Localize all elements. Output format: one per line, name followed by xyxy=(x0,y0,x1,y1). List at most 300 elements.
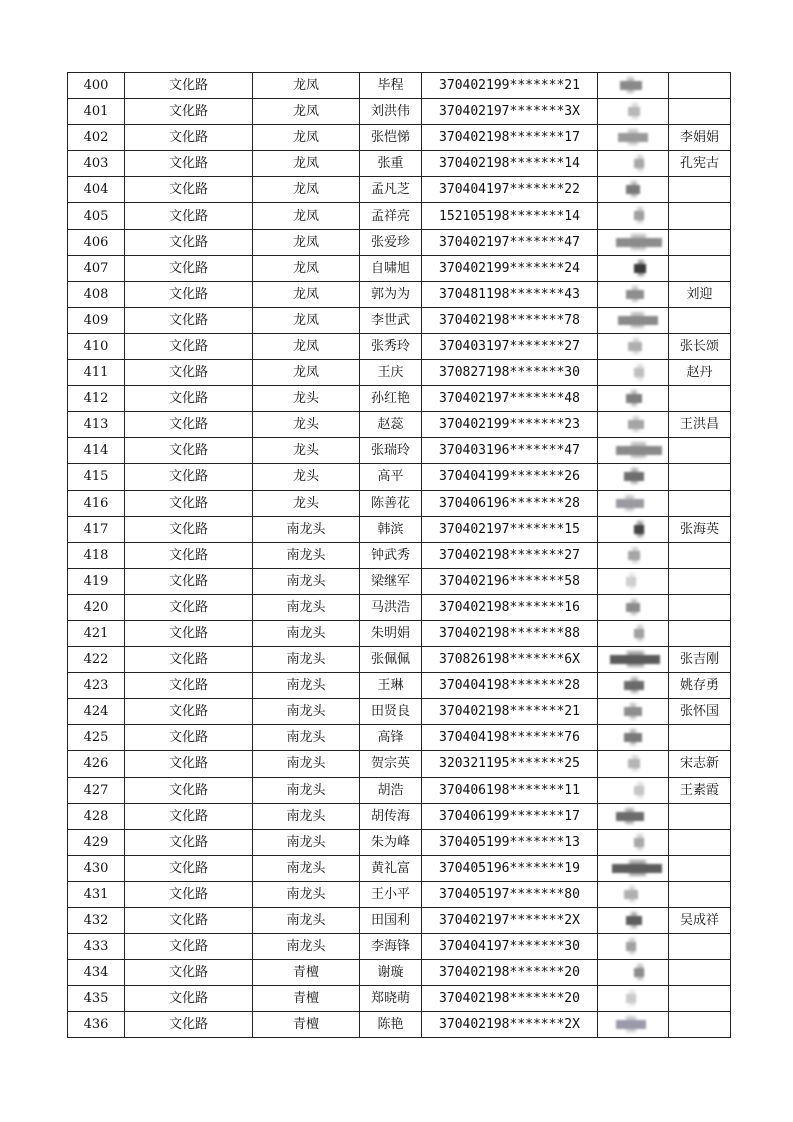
road-cell: 文化路 xyxy=(125,620,253,646)
name-cell: 李世武 xyxy=(360,307,422,333)
table-row xyxy=(68,594,731,620)
pixelated-redaction xyxy=(598,282,668,307)
row-number: 421 xyxy=(68,620,125,646)
redaction-block xyxy=(631,599,637,615)
name-cell: 李海锋 xyxy=(360,934,422,960)
row-number: 401 xyxy=(68,99,125,125)
row-number: 432 xyxy=(68,908,125,934)
table-row xyxy=(68,412,731,438)
community-cell: 龙头 xyxy=(253,464,360,490)
table-row xyxy=(68,777,731,803)
road-cell: 文化路 xyxy=(125,99,253,125)
table-row xyxy=(68,829,731,855)
table-row xyxy=(68,855,731,881)
name-cell: 陈艳 xyxy=(360,1012,422,1038)
row-number: 402 xyxy=(68,125,125,151)
table-row xyxy=(68,568,731,594)
community-cell: 龙头 xyxy=(253,490,360,516)
redaction-block xyxy=(637,964,643,980)
pixelated-redaction xyxy=(598,934,668,959)
community-cell: 青檀 xyxy=(253,960,360,986)
redaction-block xyxy=(632,286,638,302)
name-cell: 郑晓萌 xyxy=(360,986,422,1012)
id-number-cell: 370403197*******27 xyxy=(422,333,598,359)
id-number-cell: 370405199*******13 xyxy=(422,829,598,855)
redacted-cell xyxy=(598,699,669,725)
agent-cell xyxy=(669,490,731,516)
redaction-block xyxy=(638,260,644,276)
id-number-cell: 370402198*******27 xyxy=(422,542,598,568)
road-cell: 文化路 xyxy=(125,647,253,673)
agent-cell xyxy=(669,803,731,829)
agent-cell xyxy=(669,725,731,751)
id-number-cell: 370403196*******47 xyxy=(422,438,598,464)
id-number-cell: 370402198*******14 xyxy=(422,151,598,177)
road-cell: 文化路 xyxy=(125,412,253,438)
redacted-cell xyxy=(598,647,669,673)
redaction-block xyxy=(629,860,646,876)
redacted-cell xyxy=(598,1012,669,1038)
row-number: 436 xyxy=(68,1012,125,1038)
name-cell: 张佩佩 xyxy=(360,647,422,673)
table-row xyxy=(68,386,731,412)
id-number-cell: 370402198*******17 xyxy=(422,125,598,151)
id-number-cell: 370406196*******28 xyxy=(422,490,598,516)
redaction-block xyxy=(626,1016,636,1032)
agent-cell xyxy=(669,255,731,281)
pixelated-redaction xyxy=(598,986,668,1011)
name-cell: 赵蕊 xyxy=(360,412,422,438)
agent-cell: 刘迎 xyxy=(669,281,731,307)
pixelated-redaction xyxy=(598,491,668,516)
pixelated-redaction xyxy=(598,621,668,646)
pixelated-redaction xyxy=(598,125,668,150)
row-number: 420 xyxy=(68,594,125,620)
redacted-cell xyxy=(598,568,669,594)
road-cell: 文化路 xyxy=(125,881,253,907)
redaction-block xyxy=(633,338,639,354)
community-cell: 龙凤 xyxy=(253,307,360,333)
redacted-cell xyxy=(598,151,669,177)
community-cell: 龙凤 xyxy=(253,229,360,255)
row-number: 433 xyxy=(68,934,125,960)
row-number: 406 xyxy=(68,229,125,255)
community-cell: 龙凤 xyxy=(253,125,360,151)
redacted-cell xyxy=(598,360,669,386)
pixelated-redaction xyxy=(598,595,668,620)
pixelated-redaction xyxy=(598,882,668,907)
id-number-cell: 370402198*******78 xyxy=(422,307,598,333)
redacted-cell xyxy=(598,73,669,99)
redaction-block xyxy=(637,521,643,537)
name-cell: 高锋 xyxy=(360,725,422,751)
table-row xyxy=(68,620,731,646)
name-cell: 陈善花 xyxy=(360,490,422,516)
row-number: 422 xyxy=(68,647,125,673)
community-cell: 青檀 xyxy=(253,1012,360,1038)
row-number: 417 xyxy=(68,516,125,542)
table-row xyxy=(68,281,731,307)
pixelated-redaction xyxy=(598,699,668,724)
agent-cell xyxy=(669,1012,731,1038)
redaction-block xyxy=(629,938,635,954)
pixelated-redaction xyxy=(598,73,668,98)
redacted-cell xyxy=(598,255,669,281)
row-number: 411 xyxy=(68,360,125,386)
table-row xyxy=(68,934,731,960)
agent-cell xyxy=(669,438,731,464)
community-cell: 南龙头 xyxy=(253,620,360,646)
pixelated-redaction xyxy=(598,647,668,672)
agent-cell: 李娟娟 xyxy=(669,125,731,151)
id-number-cell: 370402197*******3X xyxy=(422,99,598,125)
road-cell: 文化路 xyxy=(125,151,253,177)
name-cell: 王庆 xyxy=(360,360,422,386)
redacted-cell xyxy=(598,986,669,1012)
pixelated-redaction xyxy=(598,464,668,489)
agent-cell: 张长颂 xyxy=(669,333,731,359)
name-cell: 高平 xyxy=(360,464,422,490)
community-cell: 龙凤 xyxy=(253,281,360,307)
redaction-block xyxy=(627,77,634,93)
pixelated-redaction xyxy=(598,778,668,803)
redacted-cell xyxy=(598,725,669,751)
row-number: 409 xyxy=(68,307,125,333)
agent-cell: 王洪昌 xyxy=(669,412,731,438)
table-row xyxy=(68,333,731,359)
road-cell: 文化路 xyxy=(125,829,253,855)
row-number: 413 xyxy=(68,412,125,438)
pixelated-redaction xyxy=(598,386,668,411)
agent-cell: 赵丹 xyxy=(669,360,731,386)
agent-cell xyxy=(669,568,731,594)
redacted-cell xyxy=(598,516,669,542)
id-number-cell: 370481198*******43 xyxy=(422,281,598,307)
redaction-block xyxy=(631,442,646,458)
table-row xyxy=(68,360,731,386)
row-number: 425 xyxy=(68,725,125,751)
row-number: 415 xyxy=(68,464,125,490)
agent-cell xyxy=(669,203,731,229)
name-cell: 胡浩 xyxy=(360,777,422,803)
id-number-cell: 370402199*******23 xyxy=(422,412,598,438)
agent-cell xyxy=(669,99,731,125)
row-number: 412 xyxy=(68,386,125,412)
pixelated-redaction xyxy=(598,177,668,202)
redaction-block xyxy=(628,129,638,145)
table-row xyxy=(68,699,731,725)
table-row xyxy=(68,960,731,986)
redaction-block xyxy=(637,207,643,223)
name-cell: 孟祥亮 xyxy=(360,203,422,229)
table-row xyxy=(68,229,731,255)
community-cell: 南龙头 xyxy=(253,751,360,777)
row-number: 408 xyxy=(68,281,125,307)
id-number-cell: 370402197*******47 xyxy=(422,229,598,255)
row-number: 428 xyxy=(68,803,125,829)
pixelated-redaction xyxy=(598,856,668,881)
row-number: 400 xyxy=(68,73,125,99)
community-cell: 龙凤 xyxy=(253,333,360,359)
table-row xyxy=(68,464,731,490)
redacted-cell xyxy=(598,881,669,907)
pixelated-redaction xyxy=(598,151,668,176)
agent-cell xyxy=(669,620,731,646)
redacted-cell xyxy=(598,934,669,960)
agent-cell: 张吉刚 xyxy=(669,647,731,673)
redaction-block xyxy=(625,495,634,511)
agent-cell: 王素霞 xyxy=(669,777,731,803)
name-cell: 田国利 xyxy=(360,908,422,934)
redaction-block xyxy=(637,782,643,798)
id-number-cell: 370402197*******15 xyxy=(422,516,598,542)
name-cell: 张秀玲 xyxy=(360,333,422,359)
community-cell: 南龙头 xyxy=(253,855,360,881)
row-number: 431 xyxy=(68,881,125,907)
table-row xyxy=(68,516,731,542)
table-row xyxy=(68,307,731,333)
name-cell: 朱明娟 xyxy=(360,620,422,646)
name-cell: 梁继军 xyxy=(360,568,422,594)
agent-cell xyxy=(669,829,731,855)
name-cell: 王琳 xyxy=(360,673,422,699)
table-row xyxy=(68,99,731,125)
road-cell: 文化路 xyxy=(125,360,253,386)
pixelated-redaction xyxy=(598,203,668,228)
pixelated-redaction xyxy=(598,725,668,750)
road-cell: 文化路 xyxy=(125,255,253,281)
road-cell: 文化路 xyxy=(125,699,253,725)
agent-cell xyxy=(669,855,731,881)
redacted-cell xyxy=(598,125,669,151)
name-cell: 自啸旭 xyxy=(360,255,422,281)
agent-cell xyxy=(669,986,731,1012)
table-row xyxy=(68,490,731,516)
redaction-block xyxy=(631,912,637,928)
table-row xyxy=(68,203,731,229)
redaction-block xyxy=(637,364,643,380)
id-number-cell: 370404199*******26 xyxy=(422,464,598,490)
community-cell: 龙凤 xyxy=(253,203,360,229)
road-cell: 文化路 xyxy=(125,986,253,1012)
table-row xyxy=(68,438,731,464)
road-cell: 文化路 xyxy=(125,386,253,412)
community-cell: 龙头 xyxy=(253,386,360,412)
community-cell: 南龙头 xyxy=(253,568,360,594)
road-cell: 文化路 xyxy=(125,307,253,333)
row-number: 410 xyxy=(68,333,125,359)
community-cell: 南龙头 xyxy=(253,829,360,855)
row-number: 435 xyxy=(68,986,125,1012)
community-cell: 龙头 xyxy=(253,438,360,464)
name-cell: 孟凡芝 xyxy=(360,177,422,203)
id-number-cell: 320321195*******25 xyxy=(422,751,598,777)
name-cell: 张恺悌 xyxy=(360,125,422,151)
pixelated-redaction xyxy=(598,334,668,359)
id-number-cell: 152105198*******14 xyxy=(422,203,598,229)
road-cell: 文化路 xyxy=(125,464,253,490)
row-number: 424 xyxy=(68,699,125,725)
table-row xyxy=(68,542,731,568)
road-cell: 文化路 xyxy=(125,568,253,594)
row-number: 426 xyxy=(68,751,125,777)
id-number-cell: 370402198*******16 xyxy=(422,594,598,620)
name-cell: 刘洪伟 xyxy=(360,99,422,125)
row-number: 427 xyxy=(68,777,125,803)
name-cell: 贺宗英 xyxy=(360,751,422,777)
road-cell: 文化路 xyxy=(125,803,253,829)
community-cell: 南龙头 xyxy=(253,516,360,542)
community-cell: 南龙头 xyxy=(253,542,360,568)
pixelated-redaction xyxy=(598,751,668,776)
community-cell: 南龙头 xyxy=(253,908,360,934)
redacted-cell xyxy=(598,960,669,986)
redacted-cell xyxy=(598,333,669,359)
road-cell: 文化路 xyxy=(125,777,253,803)
redacted-cell xyxy=(598,620,669,646)
community-cell: 龙凤 xyxy=(253,99,360,125)
id-number-cell: 370402199*******21 xyxy=(422,73,598,99)
redacted-cell xyxy=(598,464,669,490)
redaction-block xyxy=(632,755,638,771)
road-cell: 文化路 xyxy=(125,908,253,934)
redaction-block xyxy=(631,468,638,484)
id-number-cell: 370402198*******21 xyxy=(422,699,598,725)
table-row xyxy=(68,673,731,699)
row-number: 405 xyxy=(68,203,125,229)
pixelated-redaction xyxy=(598,256,668,281)
redaction-block xyxy=(631,390,637,406)
agent-cell xyxy=(669,73,731,99)
id-number-cell: 370405196*******19 xyxy=(422,855,598,881)
road-cell: 文化路 xyxy=(125,125,253,151)
agent-cell xyxy=(669,542,731,568)
id-number-cell: 370402197*******48 xyxy=(422,386,598,412)
redacted-cell xyxy=(598,594,669,620)
redacted-cell xyxy=(598,673,669,699)
road-cell: 文化路 xyxy=(125,490,253,516)
agent-cell xyxy=(669,177,731,203)
id-number-cell: 370402199*******24 xyxy=(422,255,598,281)
pixelated-redaction xyxy=(598,412,668,437)
pixelated-redaction xyxy=(598,230,668,255)
redacted-cell xyxy=(598,307,669,333)
road-cell: 文化路 xyxy=(125,516,253,542)
redacted-cell xyxy=(598,542,669,568)
row-number: 404 xyxy=(68,177,125,203)
road-cell: 文化路 xyxy=(125,73,253,99)
road-cell: 文化路 xyxy=(125,229,253,255)
agent-cell xyxy=(669,934,731,960)
redaction-block xyxy=(637,625,643,641)
id-number-cell: 370402197*******2X xyxy=(422,908,598,934)
id-number-cell: 370827198*******30 xyxy=(422,360,598,386)
community-cell: 龙头 xyxy=(253,412,360,438)
agent-cell: 张怀国 xyxy=(669,699,731,725)
name-cell: 田贤良 xyxy=(360,699,422,725)
redacted-cell xyxy=(598,203,669,229)
table-row xyxy=(68,881,731,907)
redaction-block xyxy=(627,651,644,667)
community-cell: 南龙头 xyxy=(253,594,360,620)
pixelated-redaction xyxy=(598,1012,668,1037)
redacted-cell xyxy=(598,829,669,855)
community-cell: 龙凤 xyxy=(253,73,360,99)
id-number-cell: 370404197*******22 xyxy=(422,177,598,203)
id-number-cell: 370402198*******2X xyxy=(422,1012,598,1038)
id-number-cell: 370402198*******20 xyxy=(422,960,598,986)
redacted-cell xyxy=(598,412,669,438)
id-number-cell: 370406198*******11 xyxy=(422,777,598,803)
road-cell: 文化路 xyxy=(125,934,253,960)
agent-cell xyxy=(669,594,731,620)
row-number: 403 xyxy=(68,151,125,177)
redaction-block xyxy=(637,155,643,171)
community-cell: 龙凤 xyxy=(253,151,360,177)
agent-cell xyxy=(669,307,731,333)
agent-cell xyxy=(669,464,731,490)
name-cell: 孙红艳 xyxy=(360,386,422,412)
name-cell: 马洪浩 xyxy=(360,594,422,620)
row-number: 423 xyxy=(68,673,125,699)
row-number: 407 xyxy=(68,255,125,281)
row-number: 430 xyxy=(68,855,125,881)
id-number-cell: 370402196*******58 xyxy=(422,568,598,594)
row-number: 434 xyxy=(68,960,125,986)
redacted-cell xyxy=(598,908,669,934)
name-cell: 王小平 xyxy=(360,881,422,907)
roster-table xyxy=(67,72,731,1038)
community-cell: 南龙头 xyxy=(253,725,360,751)
table-row xyxy=(68,151,731,177)
redacted-cell xyxy=(598,177,669,203)
table-row xyxy=(68,177,731,203)
id-number-cell: 370406199*******17 xyxy=(422,803,598,829)
community-cell: 南龙头 xyxy=(253,699,360,725)
name-cell: 谢璇 xyxy=(360,960,422,986)
name-cell: 张爱珍 xyxy=(360,229,422,255)
id-number-cell: 370404198*******28 xyxy=(422,673,598,699)
name-cell: 胡传海 xyxy=(360,803,422,829)
redacted-cell xyxy=(598,229,669,255)
name-cell: 郭为为 xyxy=(360,281,422,307)
roster-body xyxy=(68,73,731,1038)
agent-cell: 姚存勇 xyxy=(669,673,731,699)
redaction-block xyxy=(632,103,638,119)
redacted-cell xyxy=(598,855,669,881)
redaction-block xyxy=(631,312,644,328)
community-cell: 青檀 xyxy=(253,986,360,1012)
agent-cell xyxy=(669,960,731,986)
road-cell: 文化路 xyxy=(125,1012,253,1038)
row-number: 416 xyxy=(68,490,125,516)
table-row xyxy=(68,1012,731,1038)
redaction-block xyxy=(637,834,643,850)
redacted-cell xyxy=(598,751,669,777)
agent-cell: 宋志新 xyxy=(669,751,731,777)
redacted-cell xyxy=(598,803,669,829)
table-row xyxy=(68,73,731,99)
pixelated-redaction xyxy=(598,99,668,124)
id-number-cell: 370402198*******88 xyxy=(422,620,598,646)
community-cell: 南龙头 xyxy=(253,647,360,673)
table-row xyxy=(68,908,731,934)
community-cell: 南龙头 xyxy=(253,881,360,907)
road-cell: 文化路 xyxy=(125,281,253,307)
redaction-block xyxy=(629,573,635,589)
table-row xyxy=(68,803,731,829)
road-cell: 文化路 xyxy=(125,594,253,620)
